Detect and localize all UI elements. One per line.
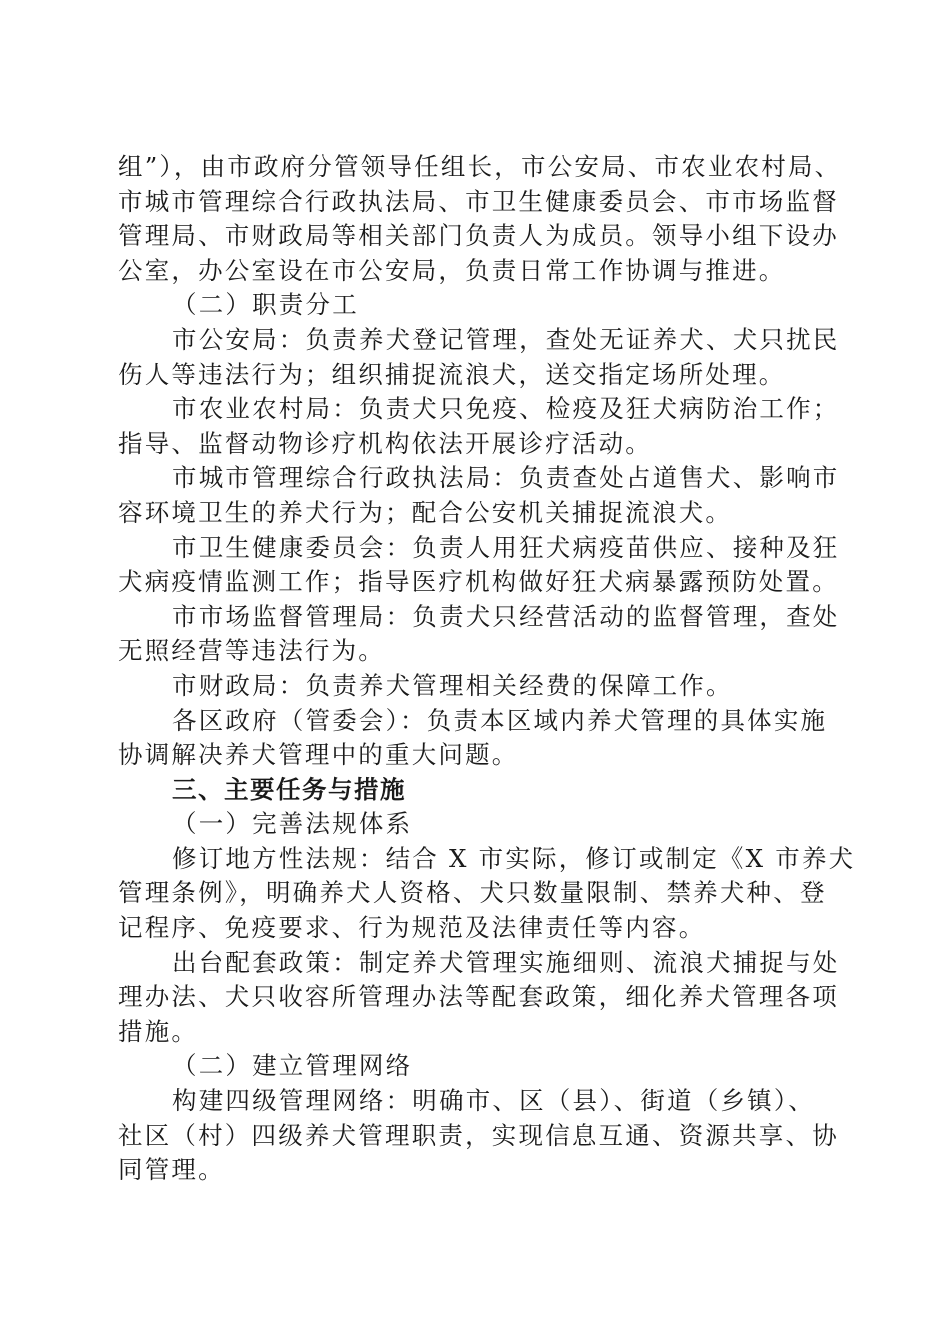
- body-line: 市城市管理综合行政执法局、市卫生健康委员会、市市场监督: [118, 186, 839, 216]
- section-heading: 三、主要任务与措施: [172, 774, 406, 804]
- subheading: （二）建立管理网络: [172, 1051, 413, 1081]
- body-line: 管理条例》，明确养犬人资格、犬只数量限制、禁养犬种、登: [118, 878, 827, 908]
- body-line: 社区（村）四级养犬管理职责，实现信息互通、资源共享、协: [118, 1120, 839, 1150]
- document-page: [118, 150, 856, 1188]
- paragraph-first-line: 各区政府（管委会）：负责本区域内养犬管理的具体实施: [172, 705, 828, 735]
- body-line: 管理局、市财政局等相关部门负责人为成员。领导小组下设办: [118, 221, 839, 251]
- body-line: 指导、监督动物诊疗机构依法开展诊疗活动。: [118, 428, 652, 458]
- body-line: 犬病疫情监测工作；指导医疗机构做好狂犬病暴露预防处置。: [118, 567, 839, 597]
- body-line: 容环境卫生的养犬行为；配合公安机关捕捉流浪犬。: [118, 497, 733, 527]
- paragraph-first-line: 市城市管理综合行政执法局：负责查处占道售犬、影响市: [172, 463, 840, 493]
- paragraph-first-line: 构建四级管理网络：明确市、区（县）、街道（乡镇）、: [172, 1086, 815, 1116]
- body-line: 组”），由市政府分管领导任组长，市公安局、市农业农村局、: [118, 152, 842, 181]
- body-line: 同管理。: [118, 1155, 225, 1185]
- paragraph-first-line: 市公安局：负责养犬登记管理，查处无证养犬、犬只扰民: [172, 324, 840, 354]
- paragraph-first-line: 市财政局：负责养犬管理相关经费的保障工作。: [172, 670, 733, 700]
- paragraph-first-line: 出台配套政策：制定养犬管理实施细则、流浪犬捕捉与处: [172, 947, 840, 977]
- subheading: （二）职责分工: [172, 290, 359, 320]
- paragraph-first-line: 修订地方性法规：结合 X 市实际，修订或制定《X 市养犬: [172, 843, 856, 873]
- paragraph-first-line: 市农业农村局：负责犬只免疫、检疫及狂犬病防治工作；: [172, 394, 840, 424]
- paragraph-first-line: 市市场监督管理局：负责犬只经营活动的监督管理，查处: [172, 601, 840, 631]
- body-line: 无照经营等违法行为。: [118, 636, 385, 666]
- body-line: 协调解决养犬管理中的重大问题。: [118, 740, 519, 770]
- subheading: （一）完善法规体系: [172, 809, 413, 839]
- body-line: 伤人等违法行为；组织捕捉流浪犬，送交指定场所处理。: [118, 359, 786, 389]
- body-line: 措施。: [118, 1016, 199, 1046]
- paragraph-first-line: 市卫生健康委员会：负责人用狂犬病疫苗供应、接种及狂: [172, 532, 840, 562]
- body-line: 理办法、犬只收容所管理办法等配套政策，细化养犬管理各项: [118, 982, 839, 1012]
- body-line: 公室，办公室设在市公安局，负责日常工作协调与推进。: [118, 255, 786, 285]
- body-line: 记程序、免疫要求、行为规范及法律责任等内容。: [118, 913, 706, 943]
